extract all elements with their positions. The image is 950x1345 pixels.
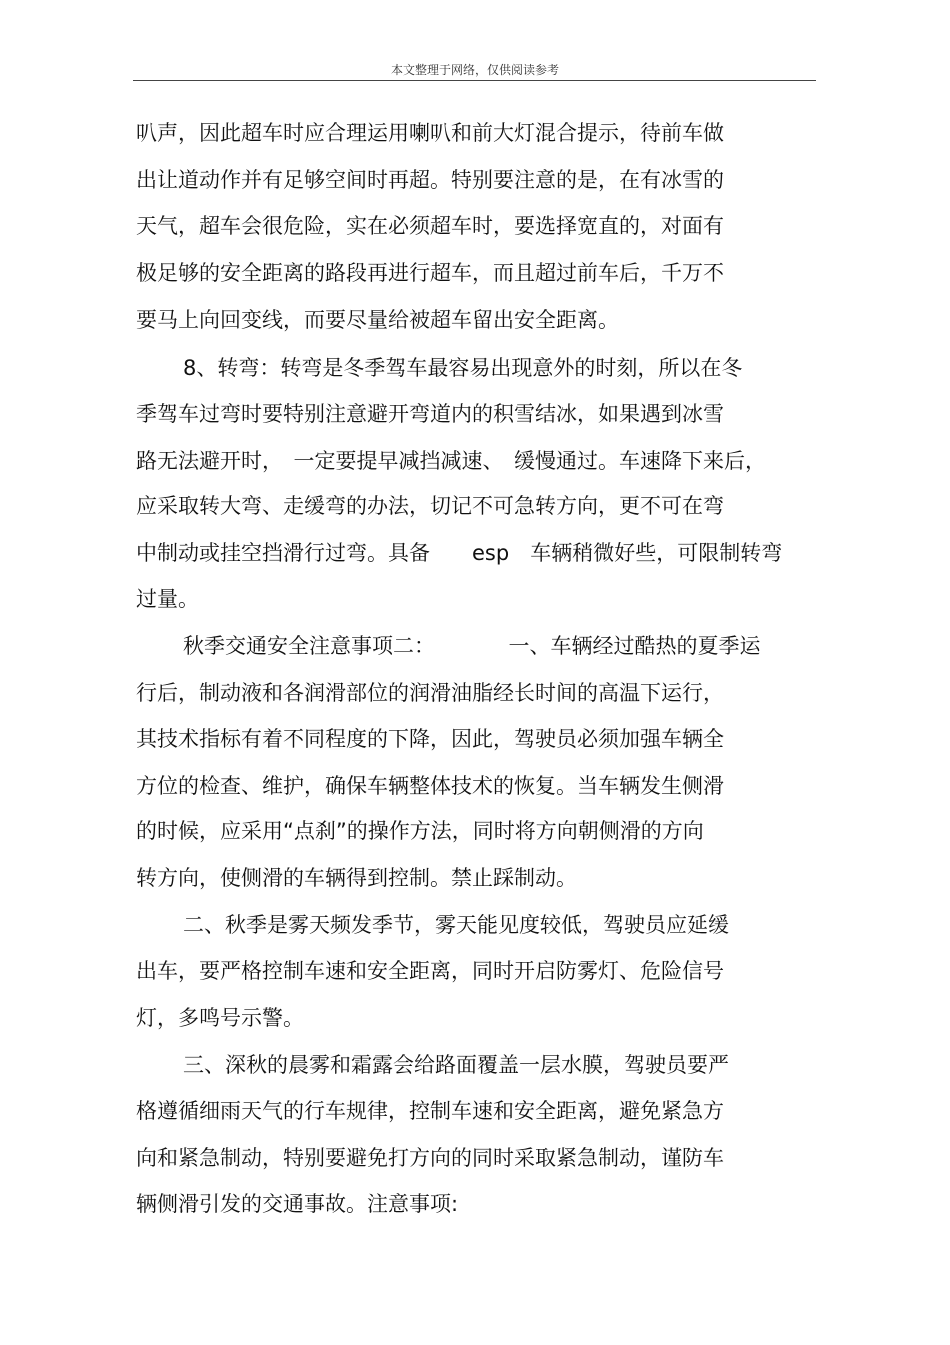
text-line: 出车，要严格控制车速和安全距离，同时开启防雾灯、危险信号 — [136, 959, 724, 983]
text-line: 要马上向回变线，而要尽量给被超车留出安全距离。 — [136, 308, 619, 332]
page-header: 本文整理于网络，仅供阅读参考 — [390, 63, 559, 77]
text-line: 极足够的安全距离的路段再进行超车，而且超过前车后，千万不 — [136, 261, 724, 285]
text-line: 8、转弯：转弯是冬季驾车最容易出现意外的时刻，所以在冬 — [183, 356, 743, 380]
text-line: 格遵循细雨天气的行车规律，控制车速和安全距离，避免紧急方 — [136, 1099, 724, 1123]
text-line: 其技术指标有着不同程度的下降，因此，驾驶员必须加强车辆全 — [136, 727, 724, 751]
text-line: 行后，制动液和各润滑部位的润滑油脂经长时间的高温下运行， — [136, 681, 724, 705]
text-line: 秋季交通安全注意事项二： 一、车辆经过酷热的夏季运 — [183, 634, 761, 658]
text-line: 辆侧滑引发的交通事故。注意事项: — [136, 1192, 459, 1216]
text-line: 出让道动作并有足够空间时再超。特别要注意的是，在有冰雪的 — [136, 168, 724, 192]
text-line: 应采取转大弯、走缓弯的办法，切记不可急转方向，更不可在弯 — [136, 494, 724, 518]
text-line: 叭声，因此超车时应合理运用喇叭和前大灯混合提示，待前车做 — [136, 121, 724, 145]
header-divider — [133, 80, 816, 81]
text-line: 天气，超车会很危险，实在必须超车时，要选择宽直的，对面有 — [136, 214, 724, 238]
text-line: 季驾车过弯时要特别注意避开弯道内的积雪结冰，如果遇到冰雪 — [136, 402, 724, 426]
text-line: 中制动或挂空挡滑行过弯。具备 esp 车辆稍微好些，可限制转弯 — [136, 541, 783, 565]
text-line: 三、深秋的晨雾和霜露会给路面覆盖一层水膜，驾驶员要严 — [183, 1053, 729, 1077]
text-line: 方位的检查、维护，确保车辆整体技术的恢复。当车辆发生侧滑 — [136, 774, 724, 798]
text-line: 路无法避开时， 一定要提早减挡减速、 缓慢通过。车速降下来后， — [136, 449, 766, 473]
text-line: 的时候，应采用“点刹”的操作方法，同时将方向朝侧滑的方向 — [136, 819, 704, 843]
text-line: 灯，多鸣号示警。 — [136, 1006, 304, 1030]
text-line: 二、秋季是雾天频发季节，雾天能见度较低，驾驶员应延缓 — [183, 913, 729, 937]
text-line: 向和紧急制动，特别要避免打方向的同时采取紧急制动，谨防车 — [136, 1146, 724, 1170]
text-line: 过量。 — [136, 587, 199, 611]
text-line: 转方向，使侧滑的车辆得到控制。禁止踩制动。 — [136, 866, 577, 890]
